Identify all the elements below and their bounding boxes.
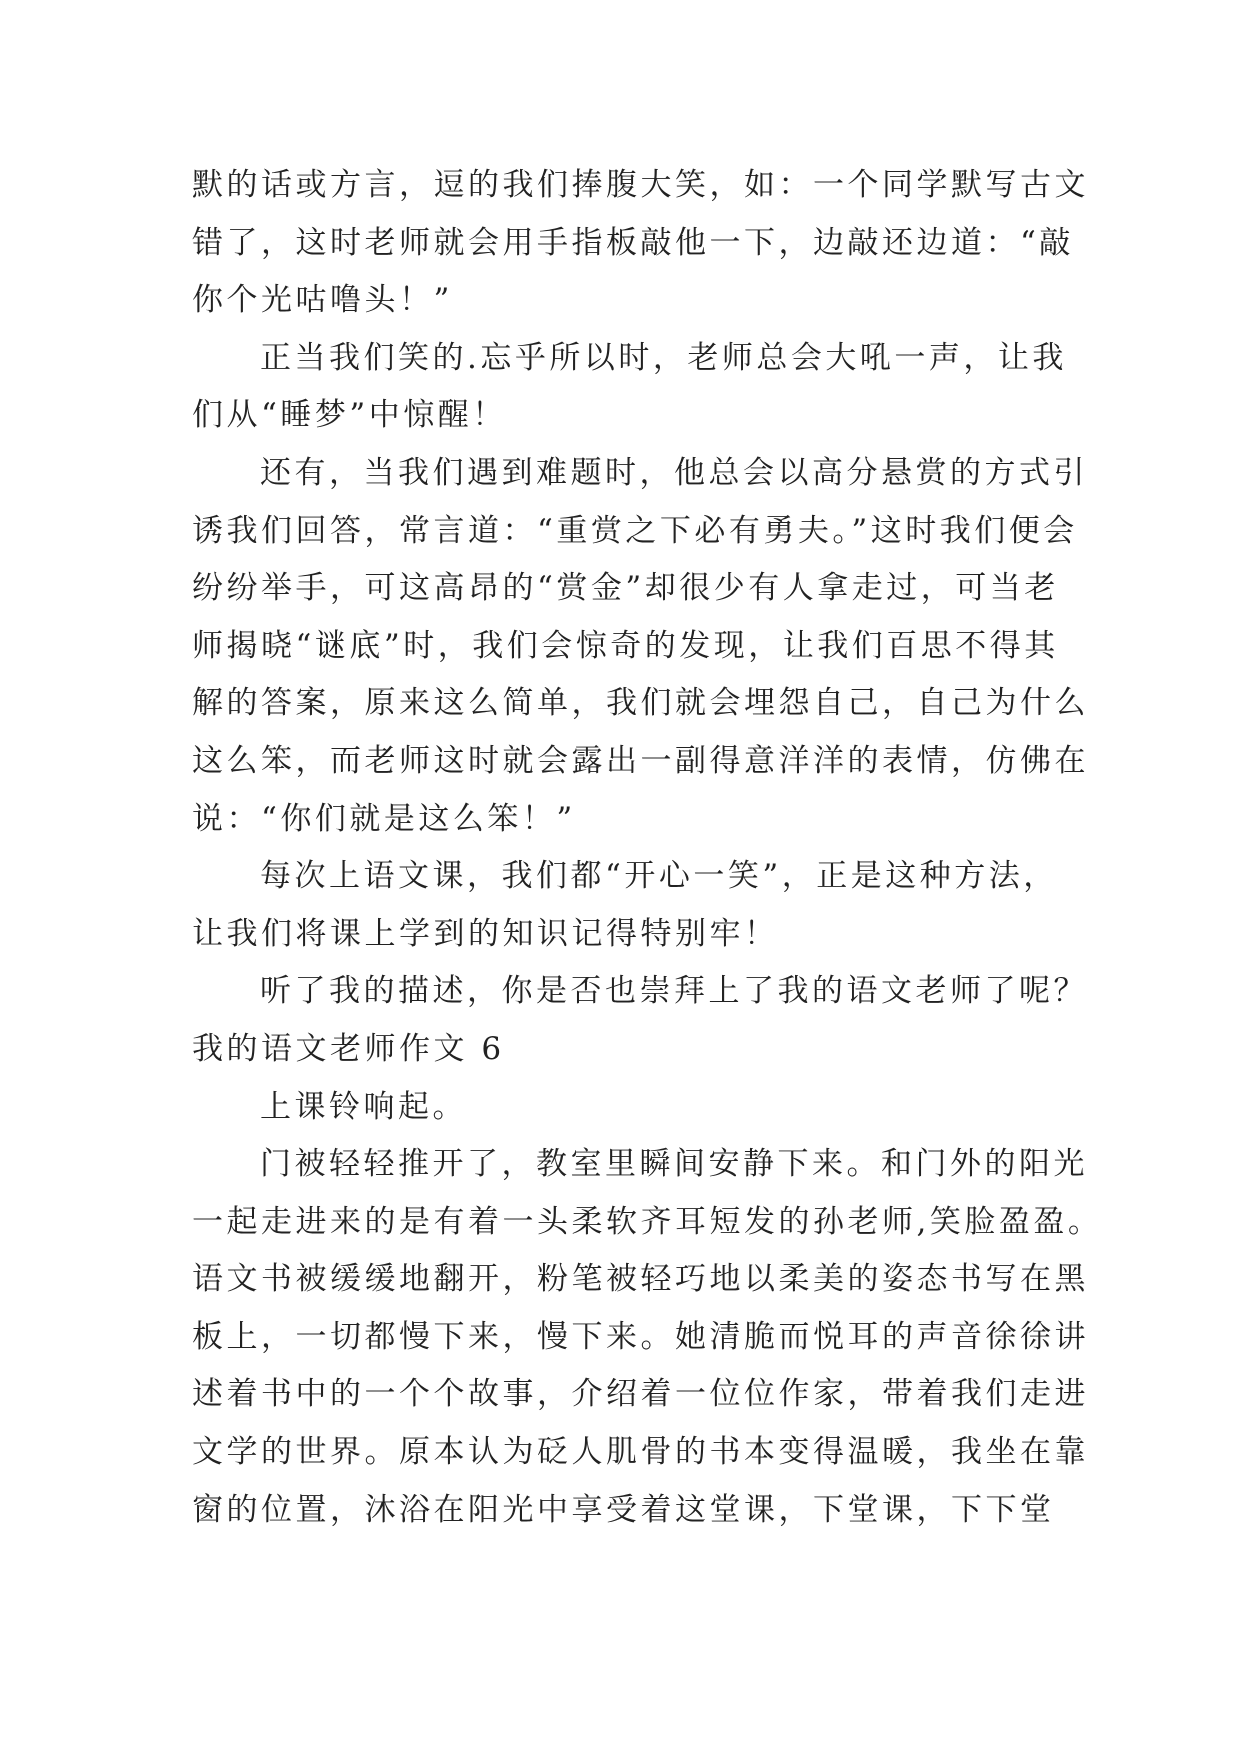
document-body <box>192 157 1103 1539</box>
text-line: 还有，当我们遇到难题时，他总会以高分悬赏的方式引 <box>260 454 1088 491</box>
text-line: 错了，这时老师就会用手指板敲他一下，边敲还边道：“敲 <box>192 224 1074 261</box>
text-line: 述着书中的一个个故事，介绍着一位位作家，带着我们走进 <box>192 1376 1089 1413</box>
text-line: 上课铃响起。 <box>260 1088 467 1125</box>
section-heading: 我的语文老师作文 6 <box>192 1030 505 1067</box>
text-line: 这么笨，而老师这时就会露出一副得意洋洋的表情，仿佛在 <box>192 742 1089 779</box>
text-line: 一起走进来的是有着一头柔软齐耳短发的孙老师,笑脸盈盈。 <box>192 1203 1103 1240</box>
text-line: 窗的位置，沐浴在阳光中享受着这堂课，下堂课，下下堂 <box>192 1491 1055 1528</box>
text-line: 默的话或方言，逗的我们捧腹大笑，如：一个同学默写古文 <box>192 167 1089 203</box>
text-line: 正当我们笑的.忘乎所以时，老师总会大吼一声，让我 <box>260 339 1067 376</box>
text-line: 解的答案，原来这么简单，我们就会埋怨自己，自己为什么 <box>192 685 1089 722</box>
text-line: 让我们将课上学到的知识记得特别牢！ <box>192 915 779 952</box>
text-line: 文学的世界。原本认为砭人肌骨的书本变得温暖，我坐在靠 <box>192 1434 1089 1471</box>
text-line: 你个光咕噜头！” <box>192 282 453 319</box>
text-line: 门被轻轻推开了，教室里瞬间安静下来。和门外的阳光 <box>260 1146 1088 1183</box>
text-line: 纷纷举手，可这高昂的“赏金”却很少有人拿走过，可当老 <box>192 570 1059 607</box>
text-line: 板上，一切都慢下来，慢下来。她清脆而悦耳的声音徐徐讲 <box>192 1318 1089 1355</box>
text-line: 说：“你们就是这么笨！” <box>192 800 576 837</box>
text-line: 语文书被缓缓地翻开，粉笔被轻巧地以柔美的姿态书写在黑 <box>192 1261 1089 1298</box>
text-line: 师揭晓“谜底”时，我们会惊奇的发现，让我们百思不得其 <box>192 627 1059 664</box>
text-line: 听了我的描述，你是否也崇拜上了我的语文老师了呢？ <box>260 973 1088 1010</box>
text-line: 们从“睡梦”中惊醒！ <box>192 397 507 434</box>
text-line: 诱我们回答，常言道：“重赏之下必有勇夫。”这时我们便会 <box>192 512 1078 549</box>
text-line: 每次上语文课，我们都“开心一笑”，正是这种方法， <box>260 858 1058 895</box>
